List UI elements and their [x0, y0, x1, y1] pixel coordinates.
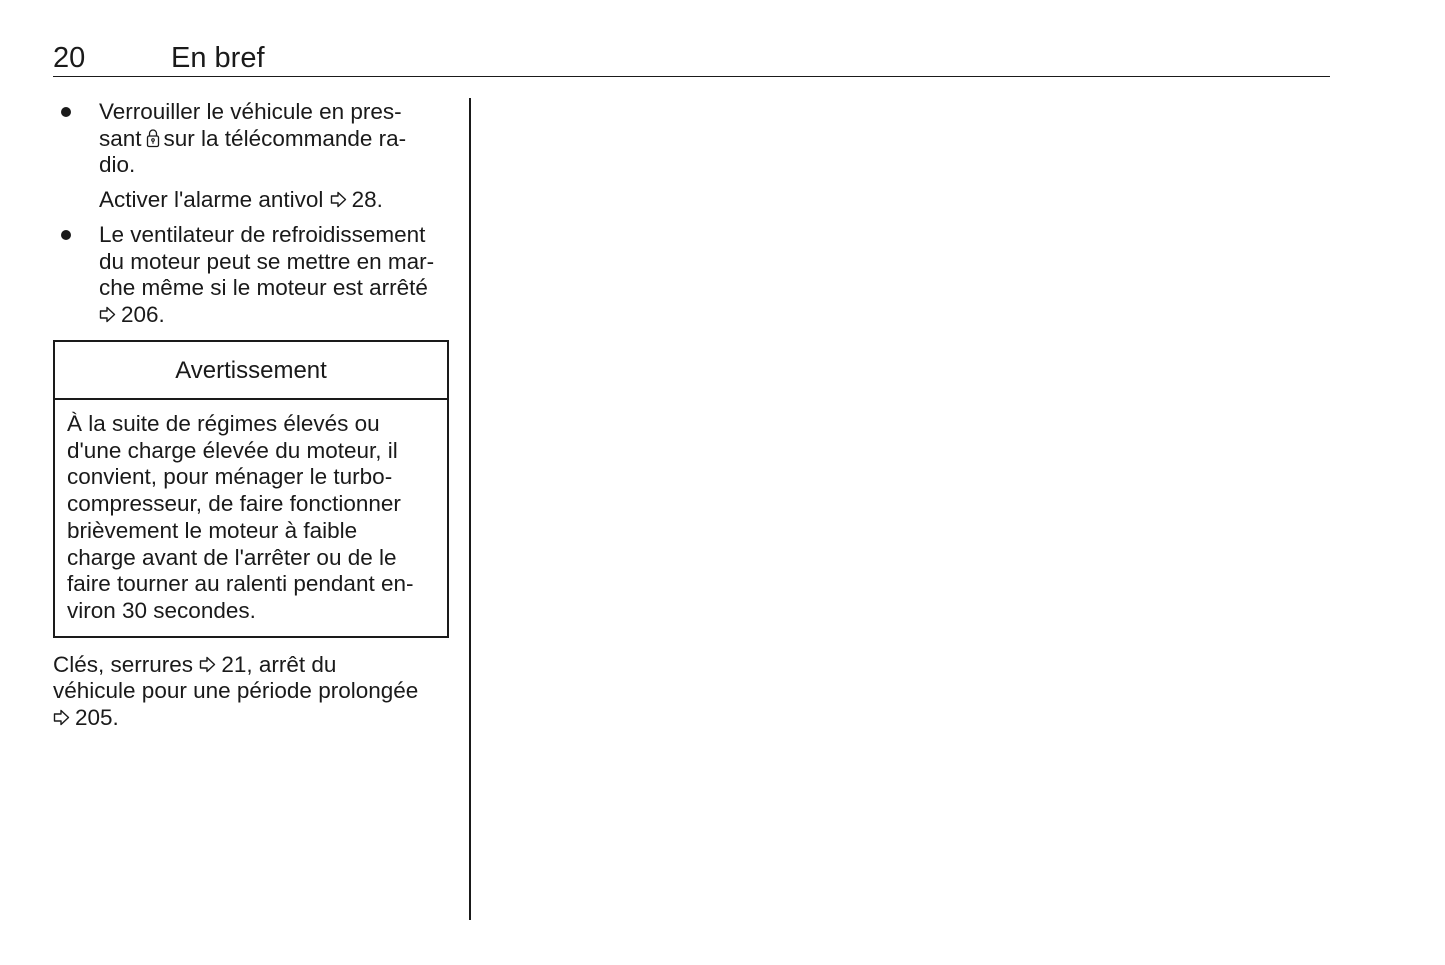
text-line: Activer l'alarme antivol	[99, 186, 324, 212]
page-reference[interactable]: 205.	[75, 704, 119, 730]
text-line: brièvement le moteur à faible	[67, 517, 358, 543]
warning-box	[53, 340, 449, 638]
bullet-paragraph	[99, 222, 453, 328]
text-line: véhicule pour une période prolongée	[53, 678, 419, 704]
arrow-reference-icon[interactable]	[53, 709, 70, 726]
bullet-icon	[61, 230, 71, 240]
warning-title: Avertissement	[55, 342, 447, 400]
text-line: Clés, serrures	[53, 651, 194, 677]
text-line: faire tourner au ralenti pendant en-	[67, 571, 414, 597]
arrow-reference-icon[interactable]	[99, 306, 116, 323]
left-column	[53, 99, 453, 731]
bullet-followup	[99, 187, 453, 214]
page-number: 20	[53, 42, 86, 74]
bullet-paragraph	[99, 99, 453, 179]
page-reference[interactable]: 206.	[121, 301, 165, 327]
text-line: viron 30 secondes.	[67, 597, 256, 623]
section-title: En bref	[171, 42, 265, 74]
bullet-icon	[61, 107, 71, 117]
arrow-reference-icon[interactable]	[199, 656, 216, 673]
text-line: du moteur peut se mettre en mar-	[99, 248, 435, 274]
warning-text	[55, 400, 447, 636]
text-line: Verrouiller le véhicule en pres-	[99, 99, 402, 124]
text-line: che même si le moteur est arrêté	[99, 275, 428, 300]
list-item	[53, 222, 453, 328]
arrow-reference-icon[interactable]	[330, 191, 347, 208]
text-line: dio.	[99, 152, 136, 177]
text-line: charge avant de l'arrêter ou de le	[67, 544, 397, 570]
text-line: sur la télécommande ra-	[163, 125, 407, 151]
page-reference[interactable]: 28.	[351, 186, 383, 212]
column-divider	[469, 98, 471, 920]
text-line: Le ventilateur de refroidissement	[99, 222, 426, 247]
text-line: d'une charge élevée du moteur, il	[67, 437, 398, 463]
text-line: compresseur, de faire fonctionner	[67, 491, 401, 517]
text-line: À la suite de régimes élevés ou	[67, 411, 380, 436]
lock-icon	[146, 128, 160, 148]
page-header	[53, 40, 1330, 77]
closing-paragraph	[53, 652, 453, 732]
text-line: convient, pour ménager le turbo-	[67, 464, 393, 490]
text-line: sant	[99, 125, 142, 151]
page-reference[interactable]: 21, arrêt du	[221, 651, 337, 677]
list-item	[53, 99, 453, 213]
